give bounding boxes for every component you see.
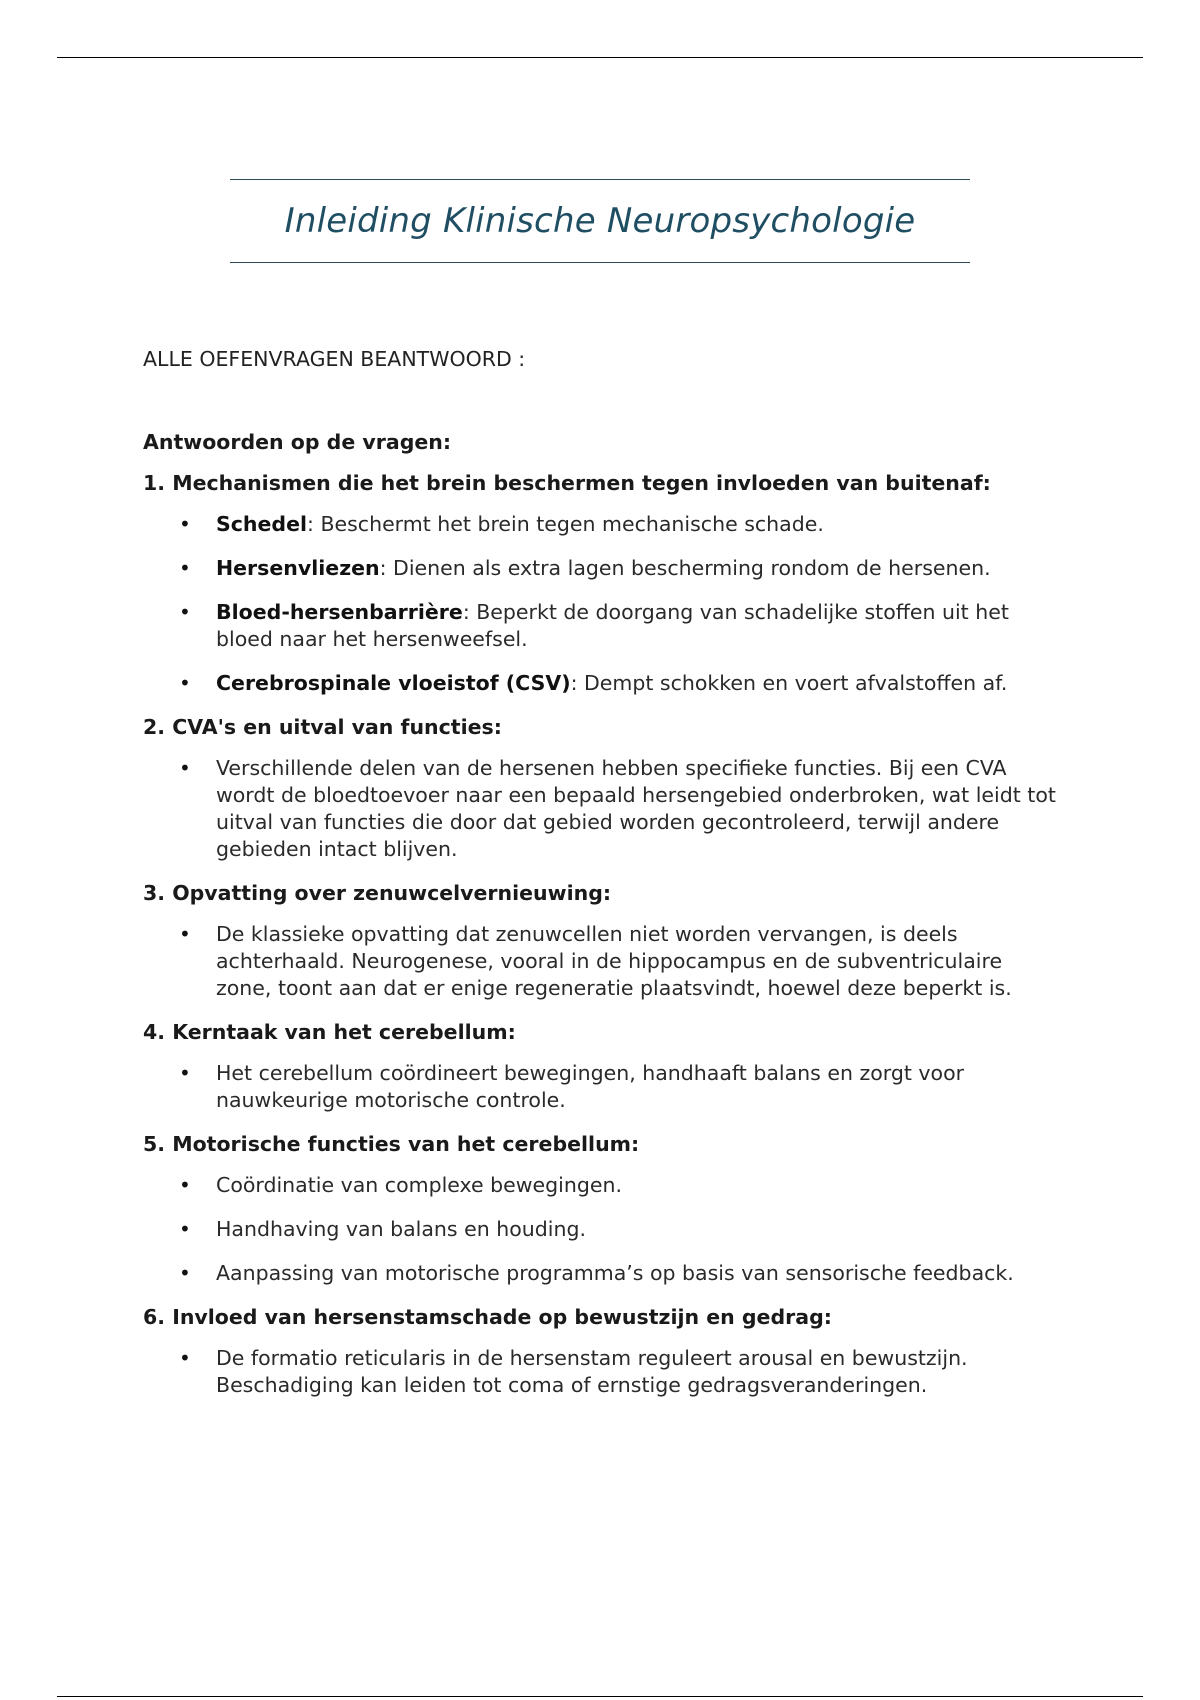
answer-list	[143, 1172, 1063, 1287]
item-text: : Beschermt het brein tegen mechanische schade.	[307, 512, 824, 536]
answer-list	[143, 755, 1063, 863]
answer-list	[143, 921, 1063, 1002]
question-heading: 3. Opvatting over zenuwcelvernieuwing:	[143, 881, 612, 905]
question-heading: 4. Kerntaak van het cerebellum:	[143, 1020, 516, 1044]
question-section	[143, 470, 1063, 697]
bullet-icon: •	[179, 600, 191, 624]
list-item	[143, 755, 1063, 863]
list-item	[143, 921, 1063, 1002]
bullet-icon: •	[179, 556, 191, 580]
title-block	[230, 179, 970, 263]
bullet-icon: •	[179, 1346, 191, 1370]
bullet-icon: •	[179, 1217, 191, 1241]
item-text: Verschillende delen van de hersenen hebben specifieke functies. Bij een CVA wordt de bloedtoevoer naar een bepaald hersengebied onderbroken, wat leidt tot uitval van functies die door dat gebied worden gecontroleerd, terwijl andere gebieden intact blijven.	[216, 756, 1056, 861]
question-section	[143, 1019, 1063, 1114]
question-heading: 6. Invloed van hersenstamschade op bewustzijn en gedrag:	[143, 1305, 832, 1329]
item-text: Coördinatie van complexe bewegingen.	[216, 1173, 623, 1197]
document-title: Inleiding Klinische Neuropsychologie	[284, 201, 916, 241]
bullet-icon: •	[179, 671, 191, 695]
list-item	[143, 599, 1063, 653]
list-item	[143, 1216, 1063, 1243]
item-text: De klassieke opvatting dat zenuwcellen niet worden vervangen, is deels achterhaald. Neurogenese, vooral in de hippocampus en de subventriculaire zone, toont aan dat er enige regeneratie plaatsvindt, hoewel deze beperkt is.	[216, 922, 1012, 1000]
bullet-icon: •	[179, 1173, 191, 1197]
list-item	[143, 555, 1063, 582]
item-term: Bloed-hersenbarrière	[216, 600, 463, 624]
list-item	[143, 670, 1063, 697]
item-text: : Dempt schokken en voert afvalstoffen af.	[570, 671, 1008, 695]
answer-list	[143, 1060, 1063, 1114]
list-item	[143, 511, 1063, 538]
bullet-icon: •	[179, 1261, 191, 1285]
question-section	[143, 1131, 1063, 1287]
item-text: Handhaving van balans en houding.	[216, 1217, 586, 1241]
list-item	[143, 1172, 1063, 1199]
item-text: : Dienen als extra lagen bescherming rondom de hersenen.	[379, 556, 991, 580]
answer-list	[143, 1345, 1063, 1399]
item-text: De formatio reticularis in de hersenstam reguleert arousal en bewustzijn. Beschadiging kan leiden tot coma of ernstige gedragsveranderingen.	[216, 1346, 968, 1397]
bullet-icon: •	[179, 756, 191, 780]
question-section	[143, 714, 1063, 863]
list-item	[143, 1260, 1063, 1287]
page-top-rule	[57, 57, 1143, 58]
list-item	[143, 1060, 1063, 1114]
question-section	[143, 1304, 1063, 1399]
list-item	[143, 1345, 1063, 1399]
question-heading: 1. Mechanismen die het brein beschermen tegen invloeden van buitenaf:	[143, 471, 991, 495]
page-bottom-rule	[57, 1696, 1143, 1697]
item-term: Schedel	[216, 512, 308, 536]
answer-list	[143, 511, 1063, 697]
bullet-icon: •	[179, 922, 191, 946]
question-section	[143, 880, 1063, 1002]
item-term: Hersenvliezen	[216, 556, 380, 580]
item-text: Aanpassing van motorische programma’s op basis van sensorische feedback.	[216, 1261, 1014, 1285]
document-body	[143, 346, 1063, 1416]
item-term: Cerebrospinale vloeistof (CSV)	[216, 671, 571, 695]
item-text: : Beperkt de doorgang van schadelijke stoffen uit het bloed naar het hersenweefsel.	[216, 600, 1009, 651]
bullet-icon: •	[179, 512, 191, 536]
question-heading: 2. CVA's en uitval van functies:	[143, 715, 502, 739]
item-text: Het cerebellum coördineert bewegingen, handhaaft balans en zorgt voor nauwkeurige motorische controle.	[216, 1061, 965, 1112]
question-heading: 5. Motorische functies van het cerebellum:	[143, 1132, 640, 1156]
document-subtitle: ALLE OEFENVRAGEN BEANTWOORD :	[143, 347, 526, 371]
bullet-icon: •	[179, 1061, 191, 1085]
answers-heading: Antwoorden op de vragen:	[143, 430, 452, 454]
